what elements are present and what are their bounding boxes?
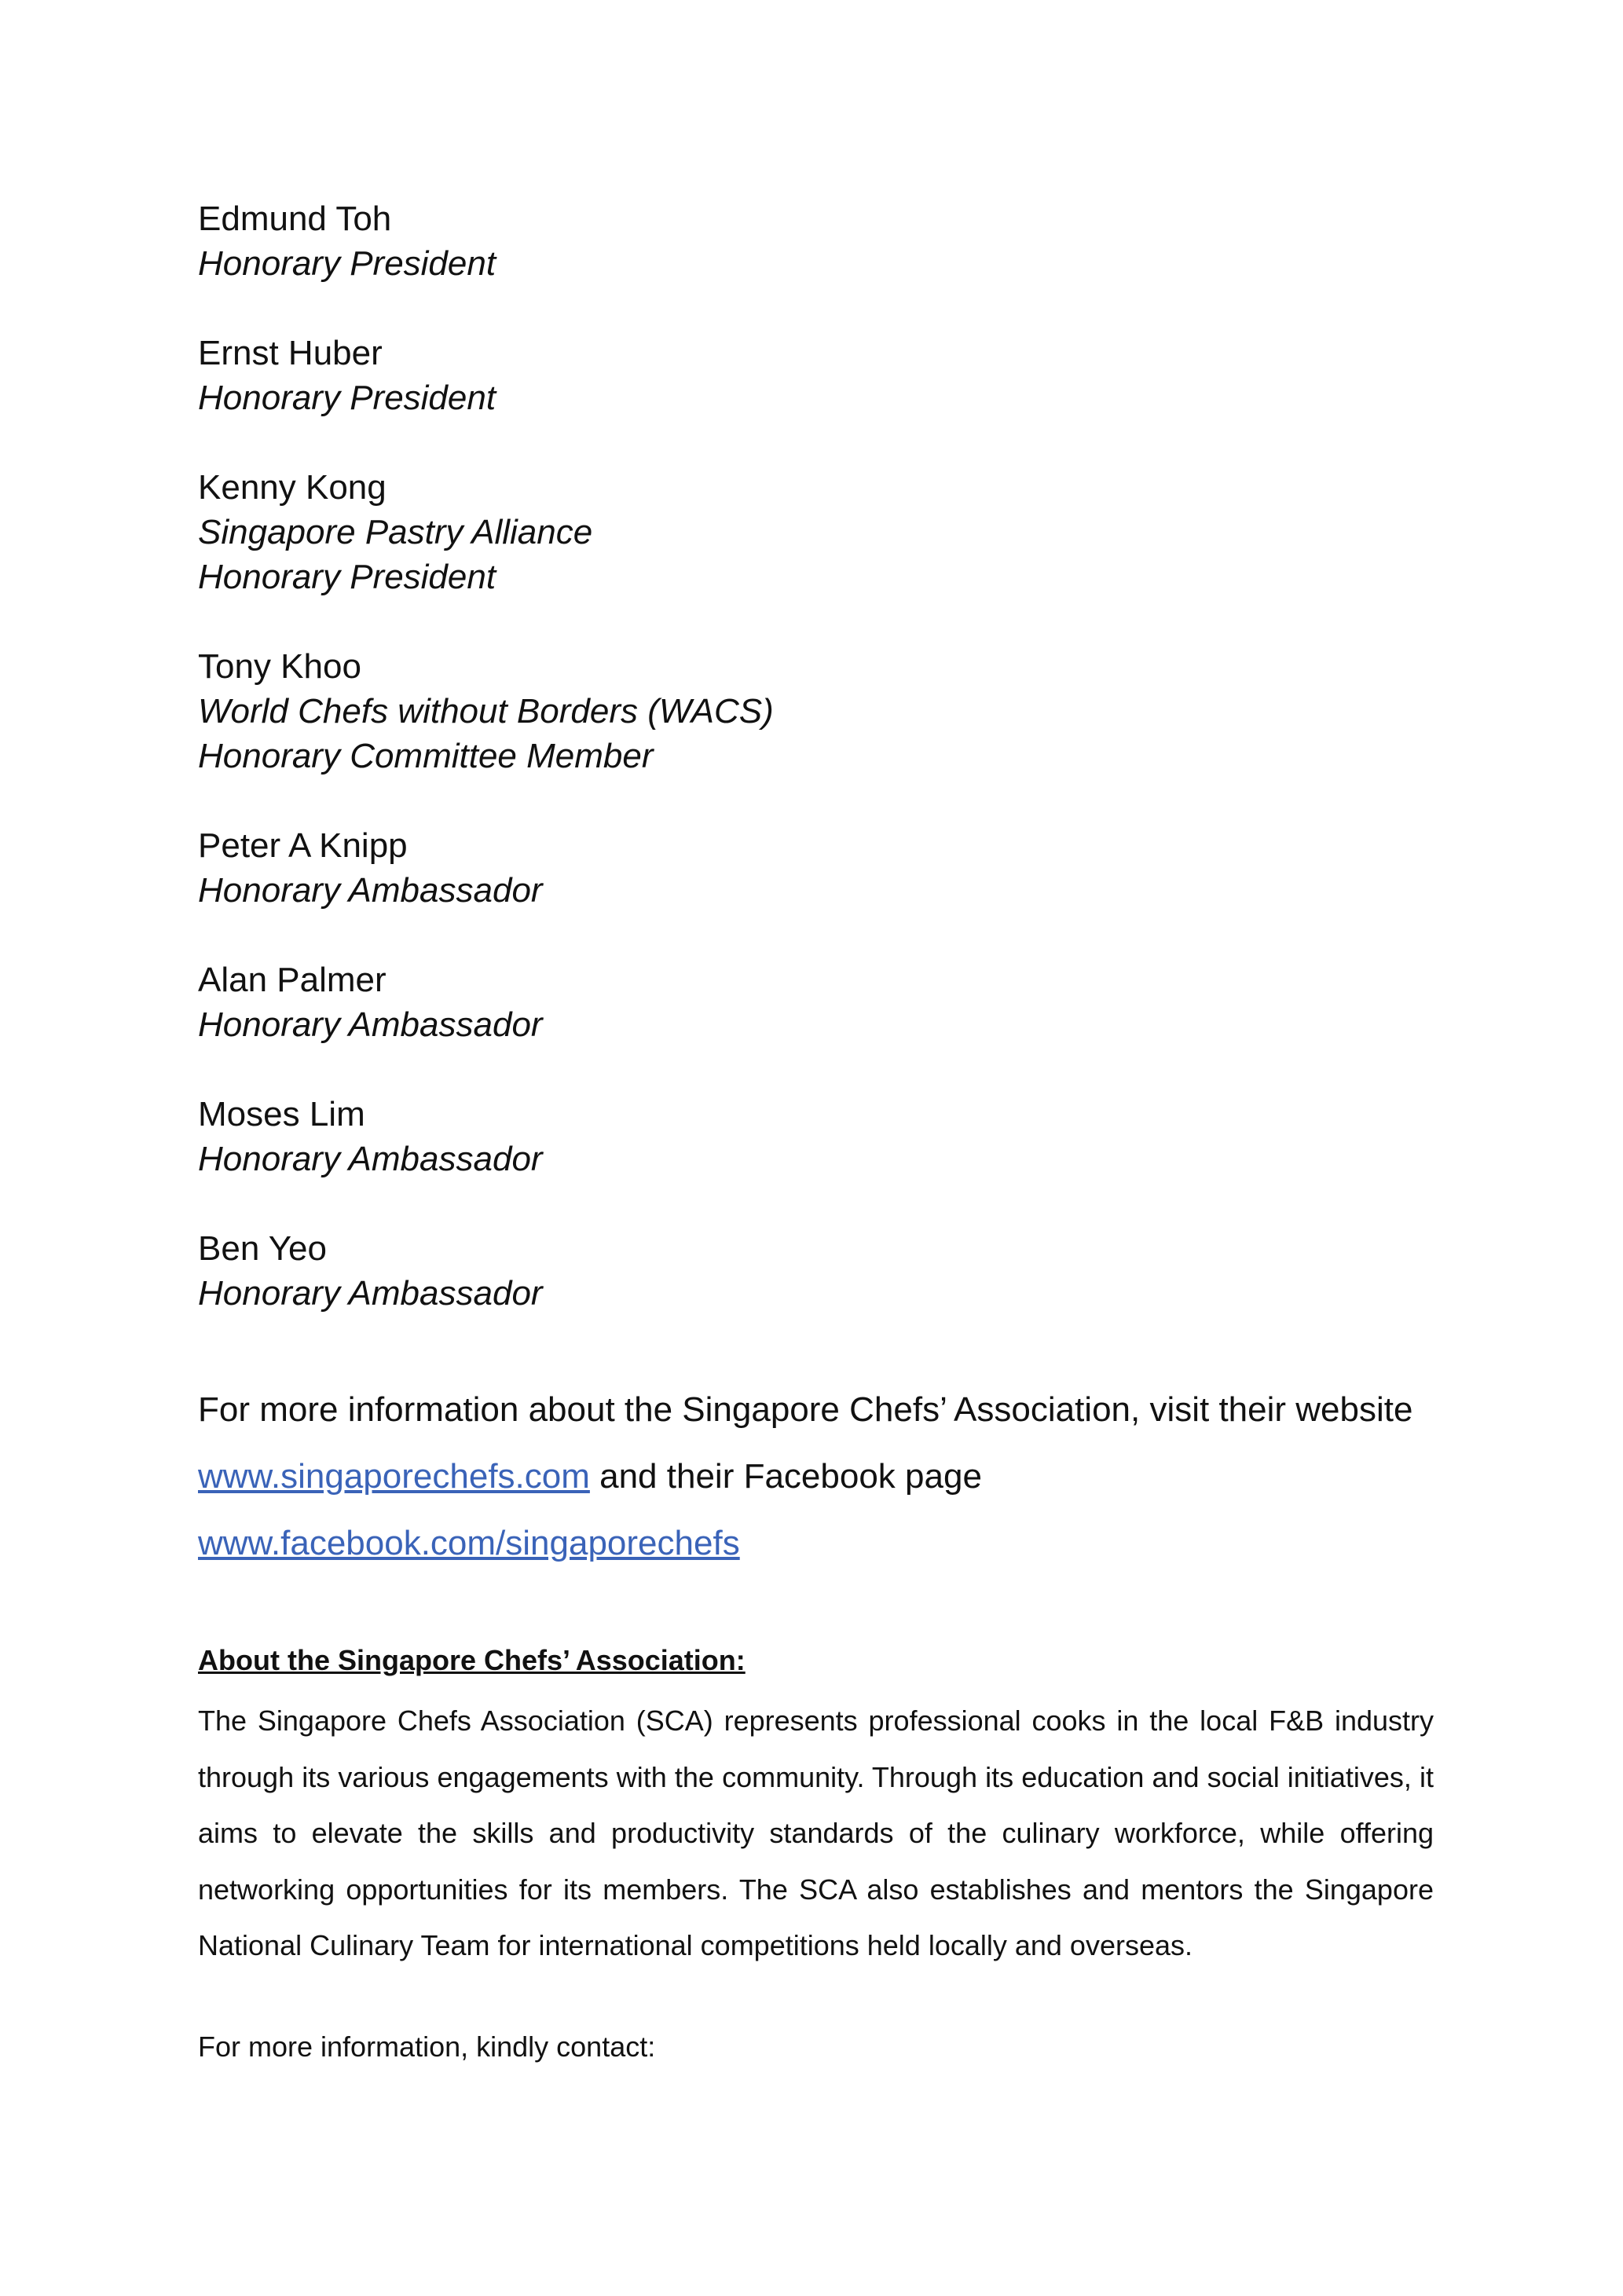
person-tony-khoo (198, 644, 774, 778)
person-edmund-toh (198, 196, 496, 286)
person-name: Moses Lim (198, 1095, 365, 1133)
person-name: Alan Palmer (198, 961, 387, 999)
more-info-line: For more information about the Singapore Chefs’ Association, visit their website (198, 1390, 1413, 1429)
person-role: Honorary Ambassador (198, 871, 543, 910)
person-name: Kenny Kong (198, 468, 387, 507)
about-body: The Singapore Chefs Association (SCA) represents professional cooks in the local F&B industry through its various engagements with the community. Through its education and social initiatives, it aims to elevate the skills and productivity standards of the culinary workforce, while offering networking opportunities for its members. The SCA also establishes and mentors the Singapore National Culinary Team for international competitions held locally and overseas. (198, 1705, 1434, 1961)
person-role: Honorary Ambassador (198, 1005, 543, 1044)
person-name: Ben Yeo (198, 1229, 327, 1268)
person-role: Honorary Ambassador (198, 1140, 543, 1178)
facebook-link[interactable]: www.facebook.com/singaporechefs (198, 1524, 740, 1562)
person-name: Peter A Knipp (198, 826, 408, 865)
person-organization: Singapore Pastry Alliance (198, 513, 593, 551)
person-name: Edmund Toh (198, 200, 392, 238)
contact-prompt: For more information, kindly contact: (198, 2031, 656, 2063)
person-name: Tony Khoo (198, 647, 361, 686)
person-moses-lim (198, 1092, 543, 1181)
person-organization: World Chefs without Borders (WACS) (198, 692, 774, 731)
person-role: Honorary Ambassador (198, 1274, 543, 1313)
person-ben-yeo (198, 1226, 543, 1316)
more-info-link-row (198, 1443, 1439, 1510)
person-alan-palmer (198, 958, 543, 1047)
about-heading: About the Singapore Chefs’ Association: (198, 1644, 746, 1676)
person-role: Honorary President (198, 379, 496, 417)
person-role: Honorary Committee Member (198, 737, 654, 775)
more-info-paragraph (198, 1376, 1439, 1576)
facebook-intro-text: and their Facebook page (589, 1457, 982, 1496)
person-role: Honorary President (198, 558, 496, 596)
facebook-link-row (198, 1510, 1439, 1576)
person-name: Ernst Huber (198, 334, 383, 372)
person-role: Honorary President (198, 244, 496, 283)
person-kenny-kong (198, 465, 592, 599)
person-ernst-huber (198, 331, 496, 420)
person-peter-a-knipp (198, 823, 543, 913)
website-link[interactable]: www.singaporechefs.com (198, 1457, 590, 1496)
